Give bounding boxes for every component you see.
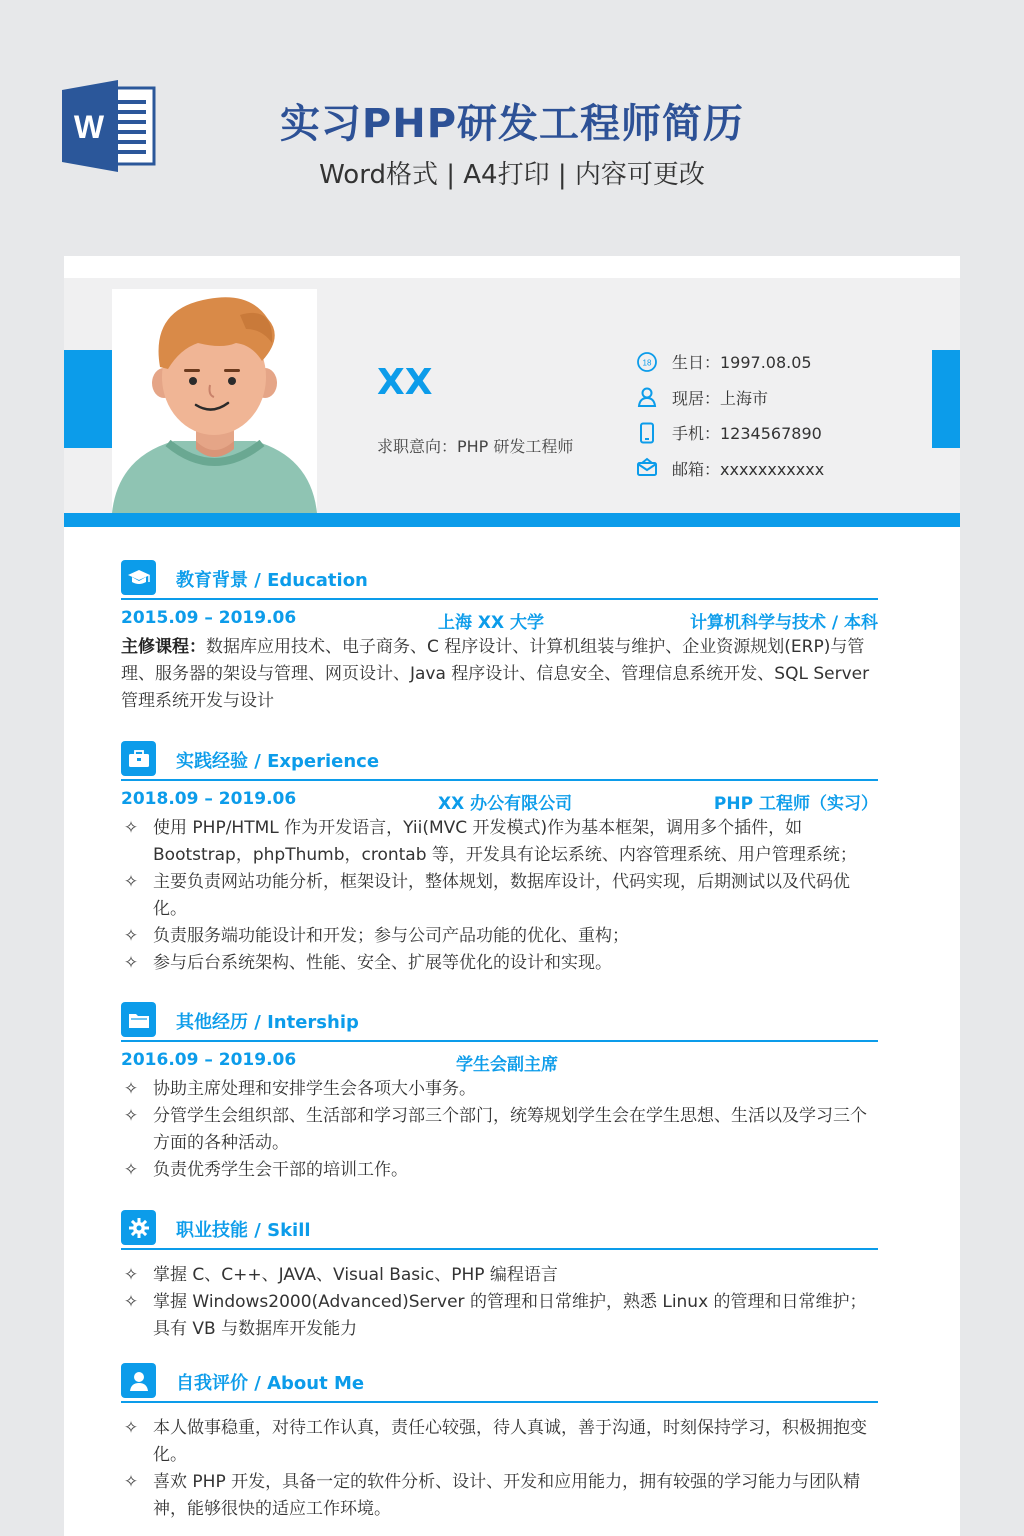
banner-subtitle: Word格式 | A4打印 | 内容可更改 — [319, 160, 705, 190]
section-title: 职业技能 / Skill — [176, 1220, 311, 1241]
gear-icon — [121, 1210, 156, 1245]
section-header — [121, 1002, 878, 1038]
internship-meta — [121, 1050, 878, 1076]
phone-row — [636, 415, 936, 451]
right-accent-tab — [932, 350, 960, 448]
section-experience — [121, 741, 878, 977]
bullet-icon: ✧ — [123, 1418, 139, 1438]
list-item: ✧ 协助主席处理和安排学生会各项大小事务。 — [121, 1076, 878, 1103]
candidate-name: XX — [377, 362, 433, 403]
phone-text: 手机：1234567890 — [672, 424, 822, 444]
courses-label: 主修课程： — [121, 637, 206, 657]
section-education — [121, 560, 878, 715]
mail-icon — [636, 457, 658, 479]
section-title: 实践经验 / Experience — [176, 751, 380, 772]
bullet-icon: ✧ — [123, 1106, 139, 1126]
section-header — [121, 1363, 878, 1399]
section-divider — [121, 1248, 878, 1250]
education-meta — [121, 608, 878, 634]
list-item: ✧ 本人做事稳重，对待工作认真，责任心较强，待人真诚，善于沟通，时刻保持学习，积极拥抱变化。 — [121, 1415, 878, 1469]
residence-text: 现居：上海市 — [672, 388, 769, 408]
person-location-icon — [636, 386, 658, 408]
internship-period: 2016.09 – 2019.06 — [121, 1050, 297, 1070]
list-item: ✧ 使用 PHP/HTML 作为开发语言，Yii(MVC 开发模式)作为基本框架，调用多个插件，如 Bootstrap，phpThumb，crontab 等，开发具有论坛系统、内容管理系统、用户管理系统； — [121, 815, 878, 869]
experience-company: XX 办公有限公司 — [438, 794, 573, 814]
list-item: ✧ 参与后台系统架构、性能、安全、扩展等优化的设计和实现。 — [121, 950, 878, 977]
experience-role: PHP 工程师（实习） — [713, 794, 878, 814]
banner-title: 实习PHP研发工程师简历 — [279, 101, 745, 147]
birthday-text: 生日：1997.08.05 — [672, 353, 812, 373]
courses-text: 数据库应用技术、电子商务、C 程序设计、计算机组装与维护、企业资源规划(ERP)与管理、服务器的架设与管理、网页设计、Java 程序设计、信息安全、管理信息系统开发、SQL Server 管理系统开发与设计 — [121, 637, 870, 711]
courses-paragraph — [121, 634, 878, 715]
birthday-row — [636, 344, 936, 380]
user-icon — [121, 1363, 156, 1398]
list-item: ✧ 分管学生会组织部、生活部和学习部三个部门，统筹规划学生会在学生思想、生活以及学习三个方面的各种活动。 — [121, 1103, 878, 1157]
left-accent-tab — [64, 350, 112, 448]
internship-role: 学生会副主席 — [456, 1055, 558, 1075]
section-header — [121, 1210, 878, 1246]
section-header — [121, 560, 878, 596]
list-item: ✧ 负责优秀学生会干部的培训工作。 — [121, 1157, 878, 1184]
experience-period: 2018.09 – 2019.06 — [121, 789, 297, 809]
birthday-icon — [636, 351, 658, 373]
avatar — [112, 289, 317, 513]
education-period: 2015.09 – 2019.06 — [121, 608, 297, 628]
education-school: 上海 XX 大学 — [438, 613, 545, 633]
contact-info — [636, 344, 936, 486]
experience-meta — [121, 789, 878, 815]
email-row — [636, 451, 936, 487]
list-item: ✧ 负责服务端功能设计和开发；参与公司产品功能的优化、重构； — [121, 923, 878, 950]
section-title: 教育背景 / Education — [176, 570, 368, 591]
bullet-icon: ✧ — [123, 1265, 139, 1285]
section-divider — [121, 779, 878, 781]
section-skill — [121, 1210, 878, 1343]
list-item: ✧ 掌握 Windows2000(Advanced)Server 的管理和日常维护，熟悉 Linux 的管理和日常维护；具有 VB 与数据库开发能力 — [121, 1289, 878, 1343]
briefcase-icon — [121, 741, 156, 776]
list-item: ✧ 主要负责网站功能分析，框架设计，整体规划，数据库设计，代码实现，后期测试以及代码优化。 — [121, 869, 878, 923]
section-divider — [121, 1401, 878, 1403]
header-accent-bar — [64, 513, 960, 527]
list-item: ✧ 掌握 C、C++、JAVA、Visual Basic、PHP 编程语言 — [121, 1262, 878, 1289]
svg-text:18: 18 — [642, 358, 652, 368]
bullet-icon: ✧ — [123, 953, 139, 973]
resume-sheet — [64, 256, 960, 1536]
bullet-icon: ✧ — [123, 818, 139, 838]
bullet-icon: ✧ — [123, 1079, 139, 1099]
folder-icon — [121, 1002, 156, 1037]
section-about — [121, 1363, 878, 1523]
section-divider — [121, 1040, 878, 1042]
phone-icon — [636, 422, 658, 444]
residence-row — [636, 380, 936, 416]
section-divider — [121, 598, 878, 600]
bullet-icon: ✧ — [123, 1292, 139, 1312]
banner — [0, 0, 1024, 255]
list-item: ✧ 喜欢 PHP 开发，具备一定的软件分析、设计、开发和应用能力，拥有较强的学习能力与团队精神，能够很快的适应工作环境。 — [121, 1469, 878, 1523]
section-header — [121, 741, 878, 777]
bullet-icon: ✧ — [123, 1472, 139, 1492]
bullet-icon: ✧ — [123, 1160, 139, 1180]
section-title: 自我评价 / About Me — [176, 1373, 365, 1394]
section-internship — [121, 1002, 878, 1184]
graduation-cap-icon — [121, 560, 156, 595]
job-intent: 求职意向：PHP 研发工程师 — [377, 437, 574, 456]
email-text: 邮箱：xxxxxxxxxxx — [672, 459, 825, 479]
bullet-icon: ✧ — [123, 926, 139, 946]
bullet-icon: ✧ — [123, 872, 139, 892]
word-icon-letter: W — [73, 109, 105, 145]
section-title: 其他经历 / Intership — [176, 1012, 359, 1033]
avatar-illustration — [112, 289, 317, 513]
education-major: 计算机科学与技术 / 本科 — [689, 613, 878, 633]
